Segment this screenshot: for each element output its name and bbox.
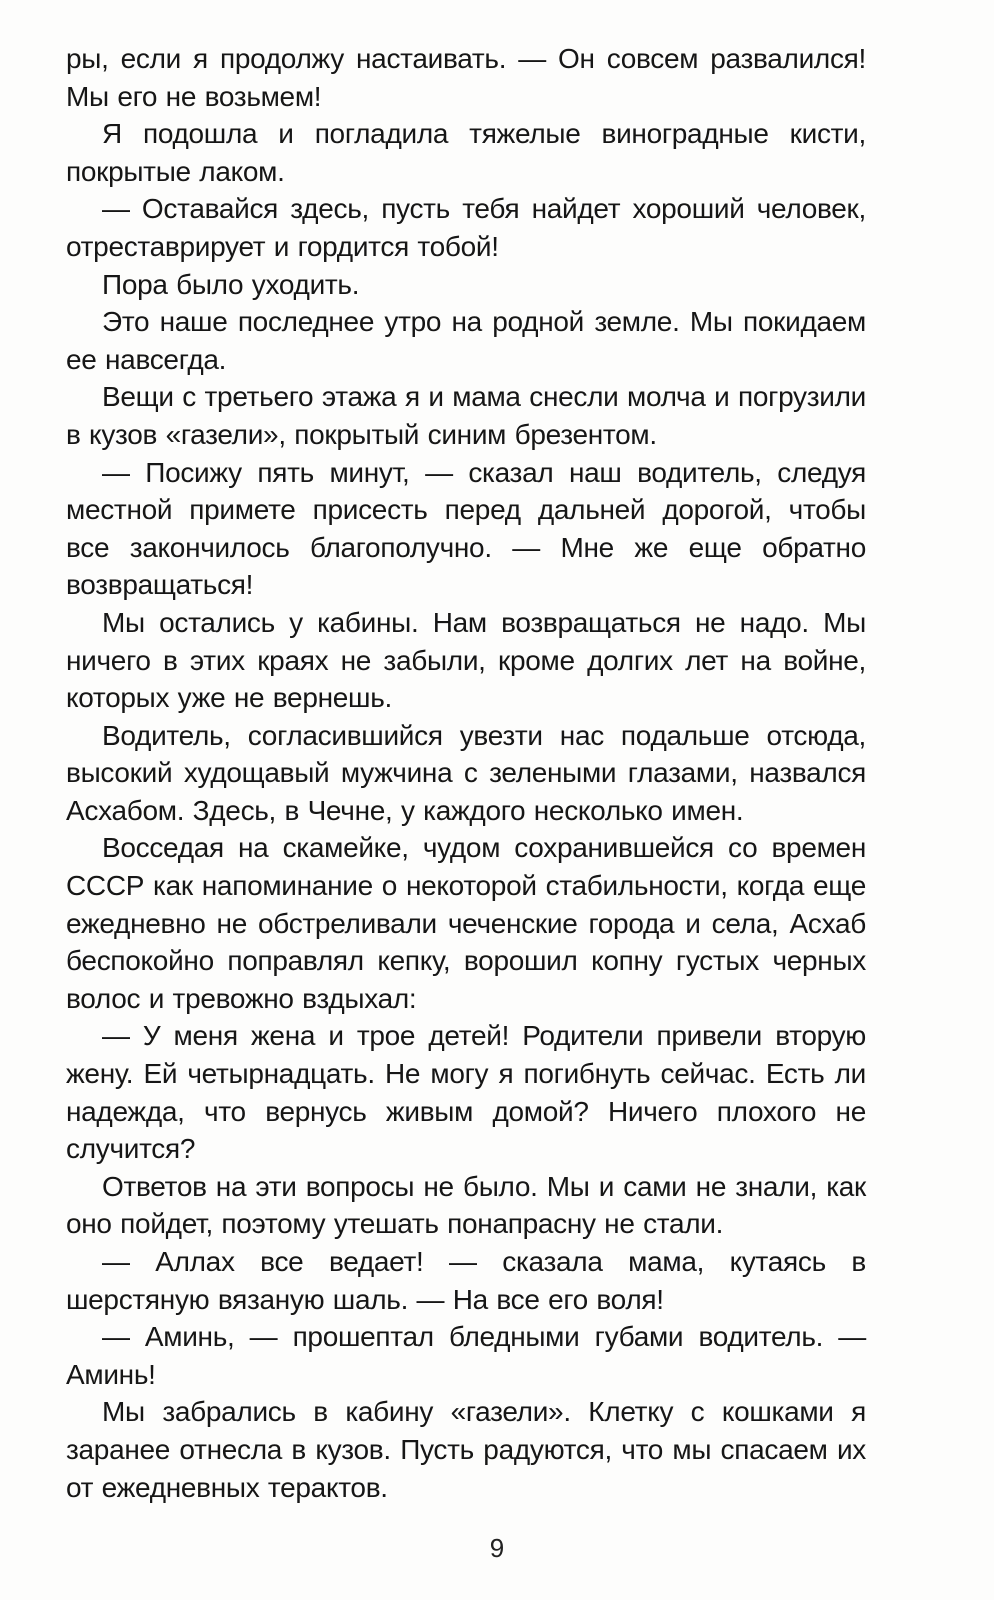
paragraph-9: Водитель, согласившийся увезти нас подальше отсюда, высокий худощавый мужчина с зелеными глазами, назвался Асхабом. Здесь, в Чечне, у каждого несколько имен. xyxy=(66,719,866,826)
body-text xyxy=(66,40,866,1506)
paragraph-5: Это наше последнее утро на родной земле. Мы покидаем ее навсегда. xyxy=(66,306,866,375)
paragraph-14: — Аминь, — прошептал бледными губами водитель. — Аминь! xyxy=(66,1321,866,1390)
paragraph-15: Мы забрались в кабину «газели». Клетку с кошками я заранее отнесла в кузов. Пусть радуются, что мы спасаем их от ежедневных терактов. xyxy=(66,1396,866,1503)
paragraph-4: Пора было уходить. xyxy=(102,268,360,300)
paragraph-3: — Оставайся здесь, пусть тебя найдет хороший человек, отреставрирует и гордится тобой! xyxy=(66,193,866,262)
paragraph-13: — Аллах все ведает! — сказала мама, кутаясь в шерстяную вязаную шаль. — На все его воля! xyxy=(66,1246,866,1315)
paragraph-6: Вещи с третьего этажа я и мама снесли молча и погрузили в кузов «газели», покрытый синим брезентом. xyxy=(66,381,866,450)
paragraph-10: Восседая на скамейке, чудом сохранившейся со времен СССР как напоминание о некоторой стабильности, когда еще ежедневно не обстреливали чеченские города и села, Асхаб беспокойно поправлял кепку, ворошил копну густых черных волос и тревожно вздыхал: xyxy=(66,832,866,1014)
paragraph-8: Мы остались у кабины. Нам возвращаться не надо. Мы ничего в этих краях не забыли, кроме долгих лет на войне, которых уже не вернешь. xyxy=(66,606,866,714)
page-number: 9 xyxy=(489,1533,505,1563)
paragraph-2: Я подошла и погладила тяжелые виноградные кисти, покрытые лаком. xyxy=(66,118,866,187)
paragraph-11: — У меня жена и трое детей! Родители привели вторую жену. Ей четырнадцать. Не могу я погибнуть сейчас. Есть ли надежда, что вернусь живым домой? Ничего плохого не случится? xyxy=(66,1020,866,1165)
paragraph-7: — Посижу пять минут, — сказал наш водитель, следуя местной примете присесть перед дальней дорогой, чтобы все закончилось благополучно. — Мне же еще обратно возвращаться! xyxy=(66,456,866,601)
paragraph-12: Ответов на эти вопросы не было. Мы и сами не знали, как оно пойдет, поэтому утешать понапрасну не стали. xyxy=(66,1170,866,1240)
paragraph-1: ры, если я продолжу настаивать. — Он совсем развалился! Мы его не возьмем! xyxy=(66,43,866,112)
